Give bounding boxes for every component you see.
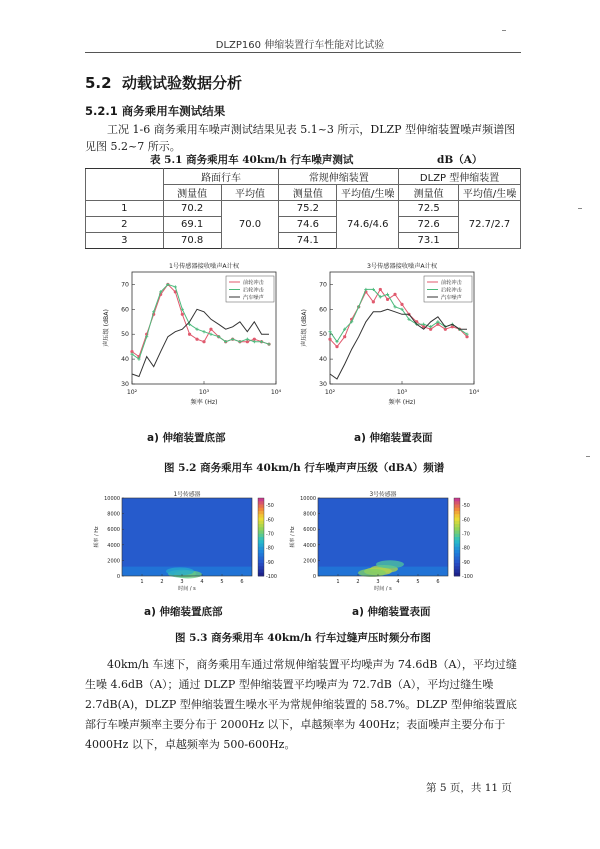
legend-label: 前轮冲击 — [243, 280, 264, 286]
colorbar-segment — [454, 534, 460, 538]
table-row — [86, 217, 521, 233]
spectrum-chart-1 — [98, 258, 288, 418]
conclusion-paragraph: 40km/h 车速下，商务乘用车通过常规伸缩装置平均噪声为 74.6dB（A），平均过缝生噪 4.6dB（A）；通过 DLZP 型伸缩装置平均噪声为 72.7dB（A），平均过缝生噪 2.7dB(A)，DLZP 型伸缩装置生噪水平为常规伸缩装置的 58.7%。DLZP 型伸缩装置底部行车噪声频率主要分布于 2000Hz 以下，卓越频率为 400Hz；表面噪声主要分布于 4000Hz 以下，卓越频率为 500-600Hz。 — [85, 658, 517, 751]
colorbar-tick-label: -70 — [266, 532, 274, 538]
table-row — [86, 233, 521, 249]
energy-hotspot — [358, 569, 386, 577]
colorbar-segment — [454, 560, 460, 564]
colorbar-segment — [258, 518, 264, 522]
y-axis-label: 频率 / Hz — [290, 526, 296, 548]
dlzp-value: 72.6 — [399, 217, 459, 233]
conv-value: 75.2 — [279, 201, 337, 217]
colorbar-tick-label: -80 — [266, 546, 274, 552]
data-point — [386, 298, 389, 301]
legend-label: 汽车噪声 — [243, 295, 264, 301]
table-caption: 表 5.1 商务乘用车 40km/h 行车噪声测试 — [150, 154, 354, 166]
colorbar-segment — [454, 521, 460, 525]
y-tick-label: 6000 — [303, 527, 316, 534]
y-tick-label: 4000 — [107, 542, 120, 549]
intro-paragraph: 工况 1-6 商务乘用车噪声测试结果见表 5.1~3 所示，DLZP 型伸缩装置噪声频谱图见图 5.2~7 所示。 — [85, 123, 516, 153]
x-tick-label: 3 — [180, 579, 184, 585]
data-point — [372, 300, 375, 303]
chart-title: 1号传感器接收噪声A计权 — [168, 263, 240, 270]
y-tick-label: 60 — [319, 306, 327, 314]
road-value: 70.2 — [163, 201, 221, 217]
conv-value: 74.6 — [279, 217, 337, 233]
colorbar-segment — [258, 527, 264, 531]
colorbar-segment — [258, 514, 264, 518]
x-tick-label: 2 — [356, 579, 360, 585]
x-tick-label: 6 — [240, 579, 244, 585]
colorbar-tick-label: -70 — [462, 532, 470, 538]
colorbar-segment — [258, 511, 264, 515]
row-id: 2 — [86, 217, 164, 233]
x-tick-label: 10⁴ — [270, 389, 282, 396]
y-tick-label: 40 — [319, 356, 327, 364]
spectrogram-chart-2 — [288, 488, 484, 592]
data-point — [400, 303, 403, 306]
colorbar-tick-label: -60 — [266, 518, 274, 524]
colorbar-segment — [258, 553, 264, 557]
colorbar-segment — [454, 514, 460, 518]
chart-title: 1号传感器 — [173, 492, 201, 498]
colorbar-segment — [454, 540, 460, 544]
group-header-road: 路面行车 — [163, 169, 279, 185]
x-axis-label: 频率 (Hz) — [190, 399, 218, 406]
y-tick-label: 10000 — [104, 496, 120, 502]
subsection-title: 商务乘用车测试结果 — [121, 104, 226, 118]
y-tick-label: 10000 — [300, 496, 316, 502]
running-header: DLZP160 伸缩装置行车性能对比试验 — [215, 40, 385, 51]
y-tick-label: 70 — [121, 281, 129, 289]
colorbar-segment — [258, 524, 264, 528]
colorbar-segment — [258, 563, 264, 567]
section-title: 动载试验数据分析 — [122, 74, 243, 92]
road-value: 70.8 — [163, 233, 221, 249]
colorbar-segment — [258, 560, 264, 564]
colorbar-segment — [454, 531, 460, 535]
y-tick-label: 30 — [121, 381, 129, 388]
colorbar-tick-label: -50 — [266, 504, 274, 510]
y-tick-label: 60 — [121, 306, 129, 314]
col-header-avg-noise: 平均值/生噪 — [337, 185, 399, 201]
y-tick-label: 6000 — [107, 527, 120, 534]
colorbar-segment — [258, 570, 264, 574]
conv-average: 74.6/4.6 — [337, 201, 399, 249]
y-tick-label: 8000 — [107, 511, 120, 518]
table-unit: dB（A） — [437, 154, 483, 166]
group-header-dlzp: DLZP 型伸缩装置 — [399, 169, 521, 185]
y-tick-label: 50 — [319, 331, 327, 339]
colorbar-segment — [258, 547, 264, 551]
y-tick-label: 50 — [121, 331, 129, 339]
corner-cell — [86, 169, 164, 201]
data-point — [335, 345, 338, 348]
colorbar-tick-label: -100 — [266, 575, 277, 580]
chart-title: 3号传感器接收噪声A计权 — [366, 263, 438, 270]
spectrogram-background — [122, 498, 252, 576]
energy-hotspot — [166, 567, 194, 575]
colorbar-segment — [258, 537, 264, 541]
x-axis-label: 频率 (Hz) — [388, 399, 416, 406]
group-header-conventional: 常规伸缩装置 — [279, 169, 399, 185]
margin-mark — [502, 30, 506, 31]
y-tick-label: 2000 — [303, 558, 316, 565]
x-tick-label: 2 — [160, 579, 164, 585]
data-point — [393, 293, 396, 296]
row-id: 3 — [86, 233, 164, 249]
page-number: 第 5 页，共 11 页 — [426, 782, 512, 794]
x-tick-label: 10³ — [396, 389, 408, 396]
noise-table — [85, 168, 521, 249]
colorbar-segment — [258, 557, 264, 561]
road-average: 70.0 — [221, 201, 279, 249]
colorbar-segment — [454, 508, 460, 512]
col-header-measured: 测量值 — [279, 185, 337, 201]
x-tick-label: 10² — [324, 389, 336, 396]
section-number: 5.2 — [85, 74, 112, 92]
col-header-avg-noise: 平均值/生噪 — [459, 185, 521, 201]
y-tick-label: 2000 — [107, 558, 120, 565]
dlzp-value: 72.5 — [399, 201, 459, 217]
colorbar-segment — [454, 550, 460, 554]
colorbar-segment — [454, 505, 460, 509]
colorbar-segment — [454, 524, 460, 528]
col-header-measured: 测量值 — [399, 185, 459, 201]
data-point — [328, 338, 331, 341]
colorbar-tick-label: -90 — [266, 560, 274, 566]
colorbar-segment — [258, 505, 264, 509]
fig3-sub-b: a) 伸缩装置表面 — [352, 606, 431, 618]
legend-label: 前轮冲击 — [441, 280, 462, 286]
col-header-avg: 平均值 — [221, 185, 279, 201]
colorbar-segment — [258, 508, 264, 512]
y-axis-label: 声压级 (dBA) — [103, 309, 110, 347]
colorbar-segment — [258, 540, 264, 544]
y-tick-label: 40 — [121, 356, 129, 364]
colorbar-segment — [258, 534, 264, 538]
table-row — [86, 201, 521, 217]
x-tick-label: 5 — [416, 579, 420, 585]
fig2-sub-a: a) 伸缩装置底部 — [147, 432, 226, 444]
data-point — [209, 328, 212, 331]
data-point — [202, 340, 205, 343]
x-tick-label: 3 — [376, 579, 380, 585]
colorbar-segment — [454, 511, 460, 515]
subsection-number: 5.2.1 — [85, 104, 118, 118]
colorbar-tick-label: -50 — [462, 504, 470, 510]
spectrum-chart-2 — [296, 258, 486, 418]
road-value: 69.1 — [163, 217, 221, 233]
colorbar-segment — [258, 521, 264, 525]
col-header-measured: 测量值 — [163, 185, 221, 201]
colorbar-segment — [454, 501, 460, 505]
colorbar-segment — [454, 566, 460, 570]
colorbar-segment — [454, 537, 460, 541]
colorbar-tick-label: -100 — [462, 575, 473, 580]
x-axis-label: 时间 / s — [374, 586, 392, 592]
margin-mark — [578, 208, 582, 209]
x-tick-label: 10² — [126, 389, 138, 396]
chart-title: 3号传感器 — [369, 492, 397, 498]
colorbar-segment — [258, 498, 264, 502]
x-tick-label: 10³ — [198, 389, 210, 396]
y-tick-label: 70 — [319, 281, 327, 289]
x-tick-label: 10⁴ — [468, 389, 480, 396]
colorbar-tick-label: -60 — [462, 518, 470, 524]
colorbar-segment — [258, 544, 264, 548]
x-tick-label: 6 — [436, 579, 440, 585]
data-point — [181, 313, 184, 316]
colorbar-segment — [454, 544, 460, 548]
fig2-caption: 图 5.2 商务乘用车 40km/h 行车噪声声压级（dBA）频谱 — [164, 462, 445, 474]
section-heading — [85, 72, 242, 93]
y-tick-label: 8000 — [303, 511, 316, 518]
x-tick-label: 4 — [200, 579, 204, 585]
colorbar-tick-label: -80 — [462, 546, 470, 552]
margin-mark — [586, 456, 590, 457]
colorbar-segment — [258, 550, 264, 554]
legend-label: 汽车噪声 — [441, 295, 462, 301]
x-axis-label: 时间 / s — [178, 586, 196, 592]
data-point — [343, 335, 346, 338]
spectrogram-chart-1 — [92, 488, 288, 592]
legend-label: 后轮冲击 — [441, 287, 462, 294]
fig3-caption: 图 5.3 商务乘用车 40km/h 行车过缝声压时频分布图 — [175, 632, 431, 644]
colorbar-segment — [258, 531, 264, 535]
y-axis-label: 频率 / Hz — [94, 526, 100, 548]
header-rule — [85, 52, 521, 53]
fig2-sub-b: a) 伸缩装置表面 — [354, 432, 433, 444]
x-tick-label: 1 — [140, 579, 144, 585]
conv-value: 74.1 — [279, 233, 337, 249]
x-tick-label: 1 — [336, 579, 340, 585]
colorbar-segment — [454, 563, 460, 567]
colorbar-segment — [454, 547, 460, 551]
y-tick-label: 30 — [319, 381, 327, 388]
y-tick-label: 4000 — [303, 542, 316, 549]
row-id: 1 — [86, 201, 164, 217]
x-tick-label: 4 — [396, 579, 400, 585]
colorbar-segment — [454, 553, 460, 557]
colorbar-tick-label: -90 — [462, 560, 470, 566]
energy-hotspot — [376, 560, 404, 568]
dlzp-value: 73.1 — [399, 233, 459, 249]
colorbar-segment — [454, 498, 460, 502]
colorbar-segment — [258, 501, 264, 505]
data-point — [188, 333, 191, 336]
colorbar-segment — [454, 518, 460, 522]
y-tick-label: 0 — [116, 574, 120, 580]
colorbar-segment — [454, 527, 460, 531]
x-tick-label: 5 — [220, 579, 224, 585]
data-point — [379, 288, 382, 291]
colorbar-segment — [258, 566, 264, 570]
fig3-sub-a: a) 伸缩装置底部 — [144, 606, 223, 618]
subsection-heading — [85, 103, 225, 119]
y-tick-label: 0 — [312, 574, 316, 580]
y-axis-label: 声压级 (dBA) — [301, 309, 308, 347]
colorbar-segment — [454, 557, 460, 561]
data-point — [195, 338, 198, 341]
dlzp-average: 72.7/2.7 — [459, 201, 521, 249]
colorbar-segment — [454, 570, 460, 574]
legend-label: 后轮冲击 — [243, 287, 264, 294]
